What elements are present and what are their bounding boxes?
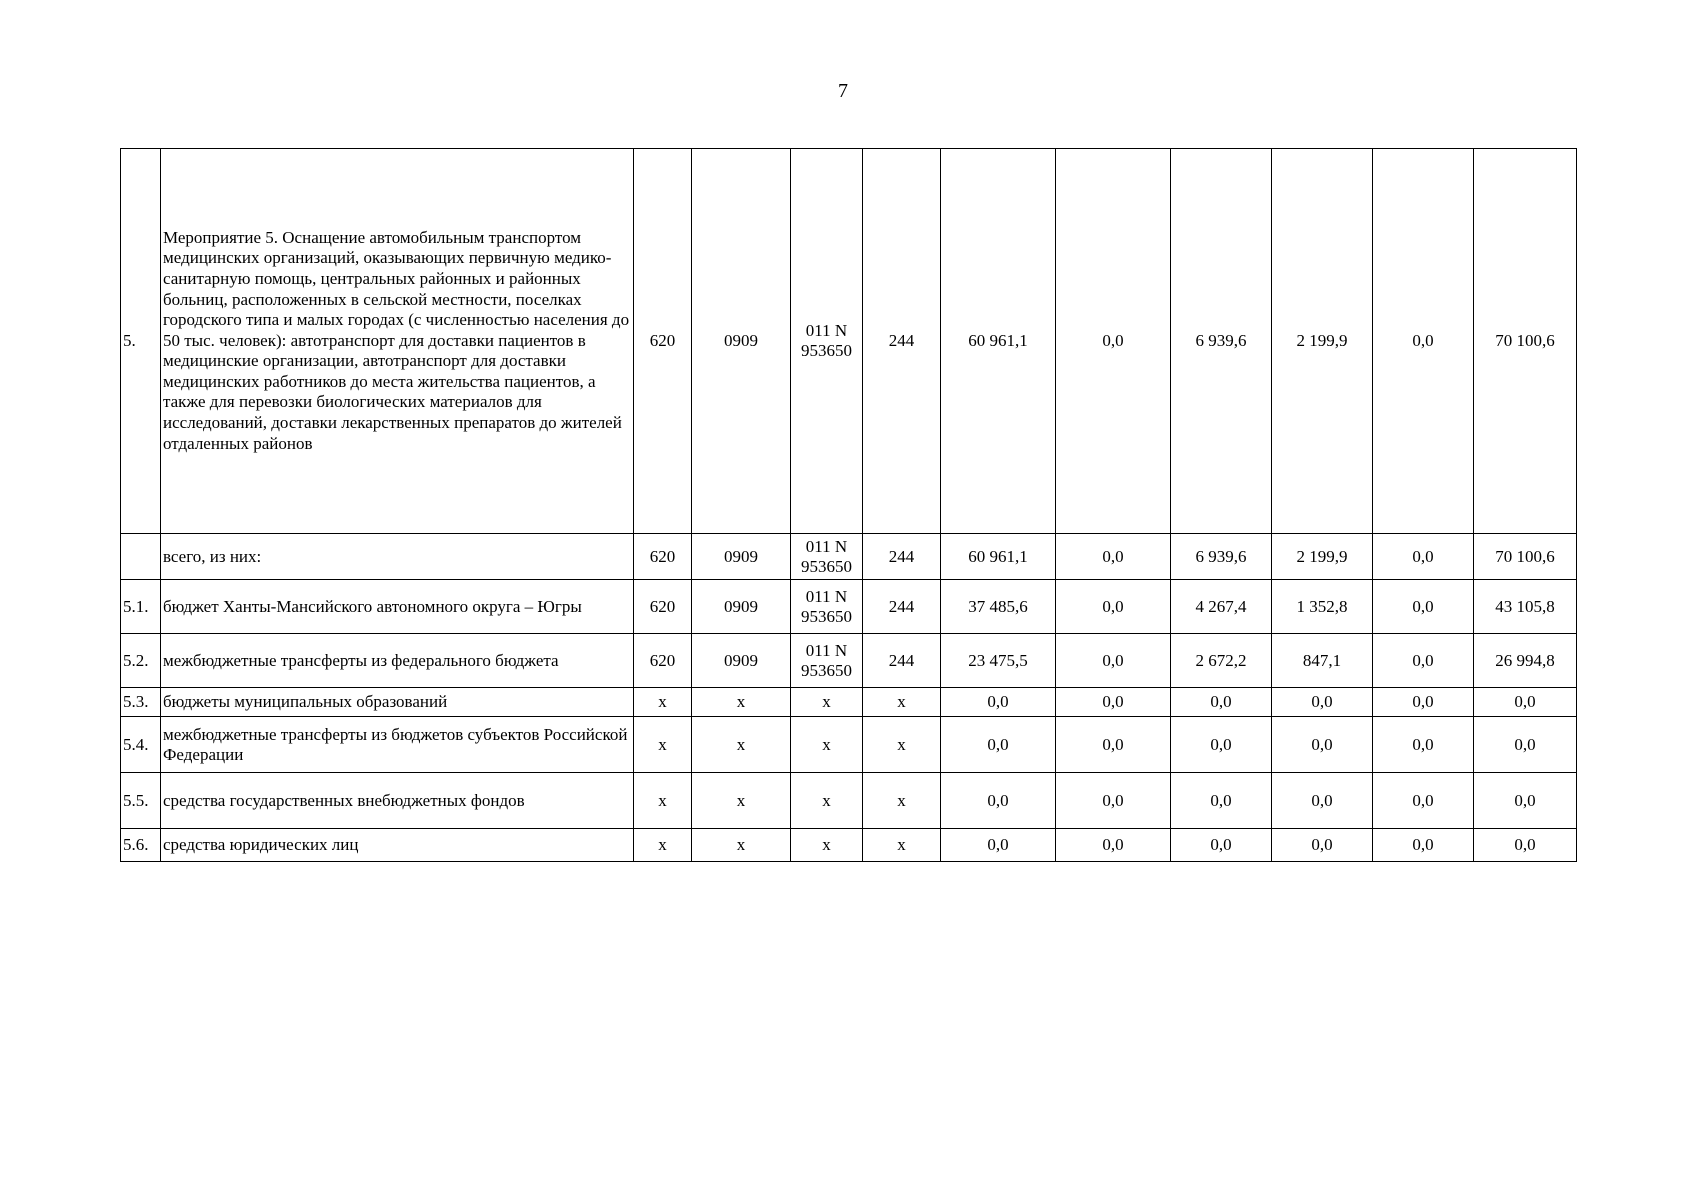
target-article-code (791, 688, 863, 717)
value-4: 0,0 (1272, 773, 1373, 829)
value-4: 2 199,9 (1272, 534, 1373, 580)
grbs-code: x (634, 688, 692, 717)
value-5: 0,0 (1373, 580, 1474, 634)
value-4: 1 352,8 (1272, 580, 1373, 634)
expense-type-code: x (863, 829, 941, 862)
value-5: 0,0 (1373, 149, 1474, 534)
row-name: межбюджетные трансферты из бюджетов субъектов Российской Федерации (161, 717, 634, 773)
expense-type-code: 244 (863, 534, 941, 580)
row-name: бюджет Ханты-Мансийского автономного округа – Югры (161, 580, 634, 634)
target-article-code (791, 829, 863, 862)
value-4: 0,0 (1272, 688, 1373, 717)
section-code: 0909 (692, 580, 791, 634)
value-3: 4 267,4 (1171, 580, 1272, 634)
target-article-line-1: 011 N (805, 536, 848, 556)
target-article-line-1: x (822, 790, 831, 810)
value-3: 2 672,2 (1171, 634, 1272, 688)
value-2: 0,0 (1056, 829, 1171, 862)
target-article-code (791, 534, 863, 580)
value-1: 60 961,1 (941, 149, 1056, 534)
value-5: 0,0 (1373, 829, 1474, 862)
grbs-code: x (634, 773, 692, 829)
value-2: 0,0 (1056, 773, 1171, 829)
value-total: 0,0 (1474, 829, 1577, 862)
value-4: 847,1 (1272, 634, 1373, 688)
value-4: 0,0 (1272, 717, 1373, 773)
value-3: 0,0 (1171, 717, 1272, 773)
table-row (121, 829, 1577, 862)
value-total: 0,0 (1474, 773, 1577, 829)
expense-type-code: x (863, 773, 941, 829)
target-article-code (791, 773, 863, 829)
target-article-code (791, 717, 863, 773)
table-row (121, 580, 1577, 634)
row-number: 5.4. (121, 717, 161, 773)
value-5: 0,0 (1373, 534, 1474, 580)
row-number: 5.3. (121, 688, 161, 717)
value-total: 70 100,6 (1474, 534, 1577, 580)
target-article-line-2: 953650 (801, 606, 852, 626)
value-3: 0,0 (1171, 688, 1272, 717)
target-article-line-1: 011 N (805, 586, 848, 606)
grbs-code: 620 (634, 580, 692, 634)
value-2: 0,0 (1056, 580, 1171, 634)
value-1: 23 475,5 (941, 634, 1056, 688)
grbs-code: 620 (634, 534, 692, 580)
value-5: 0,0 (1373, 634, 1474, 688)
row-number: 5.5. (121, 773, 161, 829)
target-article-code (791, 149, 863, 534)
budget-table (120, 148, 1577, 862)
value-5: 0,0 (1373, 773, 1474, 829)
value-total: 26 994,8 (1474, 634, 1577, 688)
value-total: 0,0 (1474, 717, 1577, 773)
row-name: межбюджетные трансферты из федерального бюджета (161, 634, 634, 688)
target-article-line-2: 953650 (801, 660, 852, 680)
value-3: 6 939,6 (1171, 149, 1272, 534)
grbs-code: x (634, 829, 692, 862)
row-number: 5.1. (121, 580, 161, 634)
target-article-line-1: x (822, 835, 831, 854)
expense-type-code: x (863, 688, 941, 717)
value-2: 0,0 (1056, 534, 1171, 580)
value-1: 0,0 (941, 717, 1056, 773)
value-1: 37 485,6 (941, 580, 1056, 634)
expense-type-code: x (863, 717, 941, 773)
section-code: x (692, 688, 791, 717)
row-name: средства юридических лиц (161, 829, 634, 862)
row-number: 5.2. (121, 634, 161, 688)
value-1: 0,0 (941, 773, 1056, 829)
section-code: x (692, 829, 791, 862)
value-1: 0,0 (941, 829, 1056, 862)
value-5: 0,0 (1373, 717, 1474, 773)
target-article-line-1: 011 N (805, 321, 848, 340)
page-number: 7 (838, 80, 848, 102)
row-name: средства государственных внебюджетных фондов (161, 773, 634, 829)
value-2: 0,0 (1056, 688, 1171, 717)
target-article-code (791, 580, 863, 634)
value-2: 0,0 (1056, 149, 1171, 534)
grbs-code: x (634, 717, 692, 773)
value-total: 70 100,6 (1474, 149, 1577, 534)
table-row (121, 717, 1577, 773)
section-code: 0909 (692, 634, 791, 688)
target-article-line-1: 011 N (805, 640, 848, 660)
target-article-line-2: 953650 (801, 556, 852, 576)
value-4: 0,0 (1272, 829, 1373, 862)
table-row-event-5 (121, 149, 1577, 534)
table-row (121, 688, 1577, 717)
value-3: 0,0 (1171, 773, 1272, 829)
target-article-line-2: 953650 (801, 341, 852, 360)
value-1: 0,0 (941, 688, 1056, 717)
value-3: 6 939,6 (1171, 534, 1272, 580)
event-name: Мероприятие 5. Оснащение автомобильным транспортом медицинских организаций, оказывающих первичную медико-санитарную помощь, центральных районных и районных больниц, расположенных в сельской местности, поселках городского типа и малых городах (с численностью населения до 50 тыс. человек): автотранспорт для доставки пациентов в медицинские организации, автотранспорт для доставки медицинских работников до места жительства пациентов, а также для перевозки биологических материалов для исследований, доставки лекарственных препаратов до жителей отдаленных районов (161, 149, 634, 534)
section-code: x (692, 717, 791, 773)
row-name: бюджеты муниципальных образований (161, 688, 634, 717)
value-5: 0,0 (1373, 688, 1474, 717)
expense-type-code: 244 (863, 149, 941, 534)
value-total: 0,0 (1474, 688, 1577, 717)
value-total: 43 105,8 (1474, 580, 1577, 634)
row-number (121, 534, 161, 580)
section-code: x (692, 773, 791, 829)
row-name: всего, из них: (161, 534, 634, 580)
value-3: 0,0 (1171, 829, 1272, 862)
value-2: 0,0 (1056, 717, 1171, 773)
row-number: 5.6. (121, 829, 161, 862)
target-article-code (791, 634, 863, 688)
table-row (121, 634, 1577, 688)
expense-type-code: 244 (863, 580, 941, 634)
target-article-line-1: x (822, 692, 831, 711)
row-number: 5. (121, 149, 161, 534)
grbs-code: 620 (634, 149, 692, 534)
grbs-code: 620 (634, 634, 692, 688)
section-code: 0909 (692, 149, 791, 534)
section-code: 0909 (692, 534, 791, 580)
value-2: 0,0 (1056, 634, 1171, 688)
table-row (121, 773, 1577, 829)
target-article-line-1: x (822, 734, 831, 754)
value-1: 60 961,1 (941, 534, 1056, 580)
expense-type-code: 244 (863, 634, 941, 688)
table-row (121, 534, 1577, 580)
value-4: 2 199,9 (1272, 149, 1373, 534)
